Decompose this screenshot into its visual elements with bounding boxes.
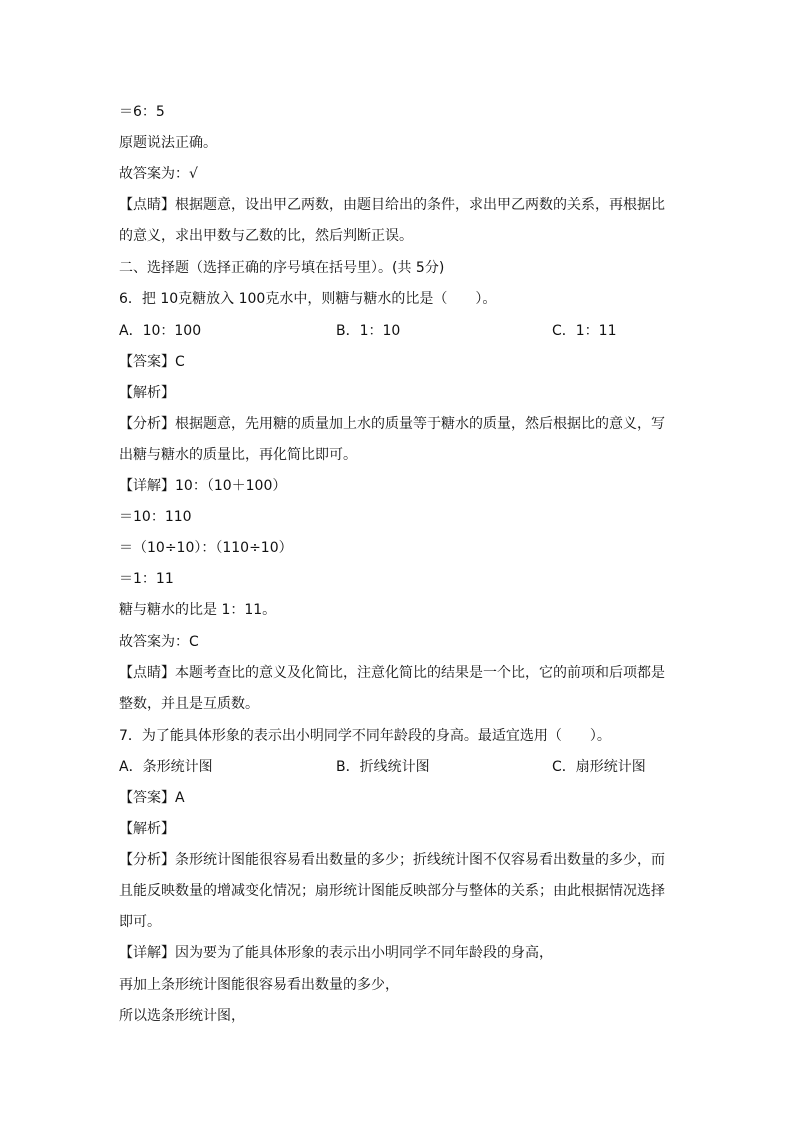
q7-option-c: C．扇形统计图	[552, 759, 646, 775]
text-line: 整数，并且是互质数。	[119, 696, 259, 712]
text-line: 【分析】条形统计图能很容易看出数量的多少；折线统计图不仅容易看出数量的多少，而	[119, 852, 665, 868]
text-line: 且能反映数量的增减变化情况；扇形统计图能反映部分与整体的关系；由此根据情况选择	[119, 883, 665, 899]
analysis-label: 【解析】	[119, 385, 175, 401]
answer-label: 【答案】C	[119, 354, 185, 370]
analysis-label: 【解析】	[119, 821, 175, 837]
text-line: 糖与糖水的比是 1：11。	[119, 602, 277, 618]
text-line: 所以选条形统计图，	[119, 1008, 245, 1024]
text-line: 即可。	[119, 914, 161, 930]
text-line: 再加上条形统计图能很容易看出数量的多少，	[119, 977, 399, 993]
answer-label: 【答案】A	[119, 790, 185, 806]
text-line: 【点睛】本题考查比的意义及化简比，注意化简比的结果是一个比，它的前项和后项都是	[119, 665, 665, 681]
q6-option-b: B．1：10	[336, 323, 401, 339]
q6-option-a: A．10：100	[119, 323, 202, 339]
q6-option-c: C．1：11	[552, 323, 617, 339]
text-line: 【点睛】根据题意，设出甲乙两数，由题目给出的条件，求出甲乙两数的关系，再根据比	[119, 197, 665, 213]
q7-option-a: A．条形统计图	[119, 759, 213, 775]
text-line: 故答案为：C	[119, 634, 199, 650]
text-line: ＝1：11	[119, 571, 174, 587]
text-line: ＝6：5	[119, 104, 165, 120]
question-6-stem: 6．把 10克糖放入 100克水中，则糖与糖水的比是（ ）。	[119, 291, 497, 307]
text-line: 【分析】根据题意，先用糖的质量加上水的质量等于糖水的质量，然后根据比的意义，写	[119, 416, 665, 432]
text-line: 故答案为：√	[119, 166, 198, 182]
text-line: 原题说法正确。	[119, 135, 217, 151]
q7-option-b: B．折线统计图	[336, 759, 430, 775]
text-line: 的意义，求出甲数与乙数的比，然后判断正误。	[119, 228, 413, 244]
question-7-stem: 7．为了能具体形象的表示出小明同学不同年龄段的身高。最适宜选用（ ）。	[119, 728, 611, 744]
text-line: 【详解】10：（10＋100）	[119, 478, 287, 494]
section-heading: 二、选择题（选择正确的序号填在括号里）。(共 5分)	[119, 260, 445, 276]
text-line: ＝（10÷10）：（110÷10）	[119, 540, 293, 556]
text-line: 【详解】因为要为了能具体形象的表示出小明同学不同年龄段的身高，	[119, 945, 553, 961]
text-line: 出糖与糖水的质量比，再化简比即可。	[119, 447, 357, 463]
text-line: ＝10：110	[119, 509, 192, 525]
